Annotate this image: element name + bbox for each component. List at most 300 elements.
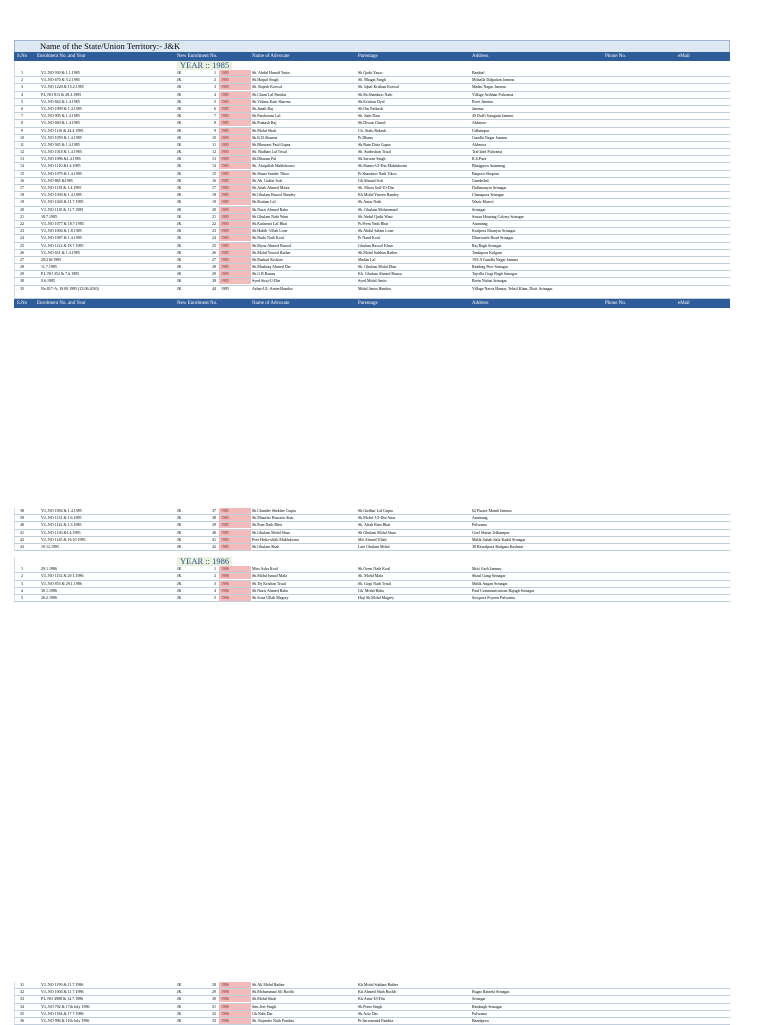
cell-new-no: 3: [214, 580, 216, 586]
table-row: [14, 99, 730, 106]
cell-new-no: 2: [214, 573, 216, 579]
cell-new-no: 24: [212, 235, 216, 241]
cell-address: Bhaigpora Anantnag: [472, 163, 505, 169]
cell-state: JK: [177, 256, 182, 262]
cell-year: 1986: [219, 996, 251, 1002]
cell-advocate: Sh.Sona Ullah Magrey: [252, 594, 289, 600]
cell-new-no: 5: [214, 594, 216, 600]
cell-enrolment: V.L.NO 1120 &1.4.1985: [41, 163, 81, 169]
cell-year: 1985: [219, 192, 251, 198]
cell-year: 1985: [219, 250, 251, 256]
cell-parentage: Ghulam Rasool Khan: [358, 242, 393, 248]
table-row: [14, 566, 730, 573]
cell-sno: 3: [21, 580, 23, 586]
cell-sno: 13: [20, 156, 24, 162]
cell-enrolment: V.L.NO 1004 & 11.7.1986: [41, 989, 84, 995]
cell-address: Malik Sahab Safa Kadal Srinagar: [472, 536, 526, 542]
cell-parentage: Sh.Sarwan Singh: [358, 156, 386, 162]
table-body-1985: [14, 70, 730, 286]
cell-new-no: 44: [212, 285, 216, 291]
cell-enrolment: P.L.NO 813 & 28.3.1985: [41, 91, 82, 97]
cell-state: JK: [177, 120, 182, 126]
cell-year: 1985: [219, 178, 251, 184]
cell-parentage: Sh.Girdhar Lal Gupta: [358, 508, 393, 513]
table-row: [14, 996, 730, 1003]
cell-parentage: Sh.Diwan Chand: [358, 120, 386, 126]
cell-enrolment: No.817-A, 19.09.1985 (25.06.2010): [41, 285, 99, 291]
cell-new-no: 41: [212, 536, 216, 542]
cell-state: JK: [177, 77, 182, 83]
cell-parentage: Mir Ahmed Ullah: [358, 536, 387, 542]
cell-year: 1985: [219, 515, 251, 521]
table-row: [14, 243, 730, 250]
table-row: [14, 214, 730, 221]
cell-advocate: Sh.Ghulam Nabi Wani: [252, 213, 289, 219]
cell-sno: 36: [20, 1017, 24, 1023]
cell-advocate: Sh.Mohd Shafi: [252, 127, 277, 133]
cell-sno: 35: [20, 1010, 24, 1016]
cell-advocate: Sh.Mohd Yousuf Rather: [252, 249, 291, 255]
cell-parentage: Sh.Abdul Qadir Wani: [358, 213, 393, 219]
cell-state: JK: [177, 91, 182, 97]
cell-state: JK: [177, 206, 182, 212]
cell-state: JK: [177, 156, 182, 162]
cell-address: Bugar Rainela Srinagar: [472, 989, 510, 995]
cell-address: Banihal: [472, 70, 485, 75]
page-1: [14, 40, 730, 308]
cell-address: 49 Duffi Saraguin Jammu: [472, 113, 514, 119]
cell-advocate: Sh.Mohd Shafi: [252, 996, 277, 1002]
cell-advocate: Sh.Bhawani Paul Gupta: [252, 141, 291, 147]
table-row: [14, 185, 730, 192]
year-heading-1985: [14, 61, 730, 70]
cell-state: JK: [177, 213, 182, 219]
cell-new-no: 42: [212, 543, 216, 549]
cell-address: Pulwama: [472, 1010, 487, 1016]
cell-state: JK: [177, 522, 182, 528]
table-row: [14, 207, 730, 214]
cell-address: Pulwama: [472, 522, 487, 528]
cell-new-no: 21: [212, 213, 216, 219]
cell-address: 62 Purani Mandi Jammu: [472, 508, 512, 513]
cell-sno: 1: [21, 566, 23, 572]
cell-parentage: Sh.Mohd -Ul-Din Attar: [358, 515, 396, 521]
table-row: [14, 989, 730, 996]
cell-address: Ganderbal: [472, 177, 489, 183]
cell-address: R.S.Pura: [472, 156, 487, 162]
cell-new-no: 15: [212, 170, 216, 176]
cell-state: JK: [177, 70, 182, 75]
cell-parentage: Late Ghulam Mohd: [358, 543, 390, 549]
cell-new-no: 39: [212, 522, 216, 528]
table-header-bottom: [14, 299, 730, 308]
cell-enrolment: V.L.NO 1004 & 1.8.1985: [41, 228, 82, 234]
cell-state: JK: [177, 199, 182, 205]
cell-sno: 5: [21, 98, 23, 104]
table-row: [14, 70, 730, 77]
cell-parentage: Gh Ahmad Sofi: [358, 177, 384, 183]
cell-year: 1986: [219, 588, 251, 594]
cell-state: JK: [177, 989, 182, 995]
cell-address: Chanapora Srinagar: [472, 192, 504, 198]
cell-enrolment: 20/216/1985: [41, 256, 62, 262]
cell-enrolment: V.L.NO 792 & 17th July 1986: [41, 1003, 90, 1009]
cell-enrolment: V.L.NO 1110 & 11.7.1985: [41, 206, 84, 212]
cell-address: Paul Communications Rajagh Srinagar: [472, 587, 535, 593]
col-sno: S.No: [17, 300, 28, 306]
table-row: [14, 92, 730, 99]
table-row: [14, 84, 730, 91]
cell-new-no: 27: [212, 256, 216, 262]
cell-advocate: Sh.Pran Nath Bhat: [252, 522, 282, 528]
cell-enrolment: 30.1.1986: [41, 587, 57, 593]
cell-enrolment: V.L.NO 1142 & 1.3.1985: [41, 522, 82, 528]
cell-year: 1985: [219, 544, 251, 550]
cell-address: Tankipora Kulgam: [472, 249, 503, 255]
cell-advocate: Sh.Janak Raj: [252, 105, 273, 111]
cell-new-no: 28: [212, 264, 216, 270]
cell-parentage: Sh. Mirza Saif-Ul-Din: [358, 185, 394, 190]
cell-advocate: Sh.Ghulam Rasool Bandey: [252, 192, 296, 198]
cell-parentage: Kh.Amir-Ul-Din: [358, 996, 385, 1002]
cell-sno: 22: [20, 220, 24, 226]
cell-new-no: 9: [214, 127, 216, 133]
cell-address: Wazir Khavri: [472, 199, 494, 205]
cell-sno: 25: [20, 242, 24, 248]
table-row: [14, 544, 730, 551]
cell-enrolment: V.L.NO 1184 & 17.7.1986: [41, 1010, 84, 1016]
cell-sno: 34: [20, 1003, 24, 1009]
cell-year: 1985: [219, 522, 251, 528]
cell-enrolment: V.L.NO 1026 & 11.7.1985: [41, 199, 84, 205]
cell-parentage: Sh.Ram Ditta Gupta: [358, 141, 391, 147]
cell-sno: 7: [21, 113, 23, 119]
table-body-page3: [14, 982, 730, 1025]
cell-sno: 32: [20, 989, 24, 995]
cell-parentage: Pt Nand Koul: [358, 235, 380, 241]
cell-sno: 31: [20, 982, 24, 987]
cell-year: 1985: [219, 278, 251, 284]
table-row: [14, 113, 730, 120]
cell-advocate: Sh.Muzafar Hussain Attar: [252, 515, 294, 521]
cell-parentage: Pt.Dhana: [358, 134, 373, 140]
cell-new-no: 38: [212, 515, 216, 521]
cell-parentage: Kh.Mohd Subhan Rather: [358, 982, 399, 987]
cell-advocate: Sh. Badhan Lal Trisal: [252, 149, 287, 155]
table-row: [14, 228, 730, 235]
cell-sno: 1: [21, 70, 23, 75]
table-row: [14, 508, 730, 515]
cell-advocate: Sh.Mohammad Ali Bachh: [252, 989, 294, 995]
cell-advocate: Sh.Ab. Gaffar Sofi: [252, 177, 283, 183]
cell-new-no: 7: [214, 113, 216, 119]
cell-advocate: Sh.Mushtaq Ahmed Dar: [252, 264, 291, 270]
cell-advocate: Sh.Roshan Lal: [252, 199, 276, 205]
col-advocate: Name of Advocate: [252, 54, 290, 59]
cell-enrolment: V.L.NO 670 & 5.2.1985: [41, 77, 80, 83]
cell-state: JK: [177, 98, 182, 104]
cell-advocate: Gh.Nabi Dar: [252, 1010, 273, 1016]
cell-advocate: Sh.Tej Krishan Trisal: [252, 580, 287, 586]
cell-state: JK: [177, 536, 182, 542]
cell-address: Raj Bagh Srinagar: [472, 242, 502, 248]
cell-state: JK: [177, 185, 182, 190]
cell-new-no: 40: [212, 529, 216, 535]
cell-address: 193-A Gandhi Nagar Jammu: [472, 256, 519, 262]
table-row: [14, 1004, 730, 1011]
cell-year: 1986: [219, 1011, 251, 1017]
cell-enrolment: V.L.NO 669 & 1.4.1985: [41, 120, 80, 126]
table-row: [14, 573, 730, 580]
cell-address: Akhnoor: [472, 141, 487, 147]
cell-enrolment: V.L.NO 930 & 1.1.1985: [41, 70, 80, 75]
cell-parentage: Sh Qadir Yatoo: [358, 70, 383, 75]
cell-advocate: Sh. Abdul Hamid Yatoo: [252, 70, 291, 75]
table-row: [14, 135, 730, 142]
cell-sno: 26: [20, 249, 24, 255]
table-row: [14, 588, 730, 595]
cell-sno: 2: [21, 573, 23, 579]
cell-parentage: Sh.Sh.Shamboo Nath: [358, 91, 393, 97]
col-address: Address: [472, 300, 489, 306]
cell-enrolment: V.L.NO 996 & 11th July 1986: [41, 1017, 90, 1023]
cell-address: Rambagh Srinagar: [472, 1003, 502, 1009]
table-row: [14, 530, 730, 537]
cell-address: Rainbag Peer Srinagar: [472, 264, 508, 270]
cell-advocate: Sh.Mohd Ismail Mala: [252, 573, 287, 579]
cell-year: 1985: [219, 135, 251, 141]
col-email: eMail: [678, 300, 690, 306]
cell-new-no: 29: [212, 989, 216, 995]
cell-year: 1985: [219, 185, 251, 191]
cell-address: Village Narva Hamar, Tehsil Khan, Distt. Srinagar: [472, 285, 553, 291]
cell-parentage: Sh. Iqbal Krishan Kotwal: [358, 84, 399, 90]
cell-advocate: Sh.Ghulam Mohd Shan: [252, 529, 290, 535]
cell-year: 1985: [219, 128, 251, 134]
table-row: [14, 77, 730, 84]
cell-advocate: Azhar-UL-Amin-Handoo: [252, 285, 293, 291]
cell-address: Srinagar: [472, 996, 486, 1002]
cell-new-no: 13: [212, 156, 216, 162]
cell-year: 1985: [219, 92, 251, 98]
cell-parentage: Sh.Om Parkash: [358, 105, 383, 111]
table-row: [14, 595, 730, 602]
table-row: [14, 142, 730, 149]
cell-parentage: Sh.Amar Nath: [358, 199, 382, 205]
cell-address: Village Arihhan Pulwama: [472, 91, 514, 97]
cell-state: JK: [177, 1017, 182, 1023]
col-sno: S.No: [17, 54, 28, 59]
cell-parentage: Kh Mohd Yaseen Bandey: [358, 192, 399, 198]
cell-state: JK: [177, 177, 182, 183]
cell-sno: 11: [20, 141, 24, 147]
cell-parentage: Sh. Aftab Ram Bhat: [358, 522, 391, 528]
cell-new-no: 1: [214, 566, 216, 572]
cell-parentage: Sh. Sudershan Trisal: [358, 149, 392, 155]
cell-advocate: Sh.Harpal Singh: [252, 77, 279, 83]
cell-advocate: Sh.Chander Shekher Gupta: [252, 508, 296, 513]
cell-parentage: Kh. Ghulam Ahmed Runzu: [358, 271, 402, 277]
cell-address: Udhampur: [472, 127, 490, 133]
cell-new-no: 6: [214, 105, 216, 111]
cell-address: Kralpora Khanyar Srinagar: [472, 228, 516, 234]
cell-enrolment: V.L.NO 1220 & 15.2.1985: [41, 84, 84, 90]
cell-state: JK: [177, 170, 182, 176]
cell-advocate: Sh. Afaqullah Makhdoomi: [252, 163, 295, 169]
cell-address: Brein Nishat Srinagar: [472, 278, 507, 284]
cell-sno: 6: [21, 105, 23, 111]
cell-parentage: Sh. Bhagat Singh: [358, 77, 386, 83]
cell-advocate: Sh.Chuni Lal Pandita: [252, 91, 287, 97]
cell-sno: 23: [20, 228, 24, 234]
cell-parentage: Madan Lal: [358, 256, 376, 262]
cell-sno: 21: [20, 213, 24, 219]
table-row: [14, 128, 730, 135]
cell-new-no: 12: [212, 149, 216, 155]
cell-state: JK: [177, 105, 182, 111]
table-row: [14, 271, 730, 278]
cell-sno: 2: [21, 77, 23, 83]
cell-advocate: Sh.Badri Nath Koul: [252, 235, 284, 241]
cell-sno: 30: [20, 278, 24, 284]
cell-parentage: Pt.Sarwanand Pandita: [358, 1017, 394, 1023]
cell-sno: 29: [20, 271, 24, 277]
cell-sno: 39: [20, 515, 24, 521]
col-email: eMail: [678, 54, 690, 59]
cell-new-no: 2: [214, 77, 216, 83]
cell-new-no: 4: [214, 91, 216, 97]
cell-state: JK: [177, 113, 182, 119]
cell-advocate: Sh.Aftab Ahmed Mirza: [252, 185, 290, 190]
cell-year: 1985: [219, 257, 251, 263]
cell-state: JK: [177, 1003, 182, 1009]
cell-sno: 19: [20, 199, 24, 205]
table-row: [14, 1011, 730, 1018]
cell-sno: 38: [20, 508, 24, 513]
cell-address: Madni Nagar Jammu: [472, 84, 506, 90]
cell-new-no: 29: [212, 271, 216, 277]
cell-year: 1985: [219, 163, 251, 169]
cell-advocate: Sh.Habib -Ullah Lone: [252, 228, 288, 234]
table-row: [14, 581, 730, 588]
cell-sno: 27: [20, 256, 24, 262]
cell-address: Tral khel Pulwama: [472, 149, 503, 155]
cell-new-no: 17: [212, 185, 216, 190]
table-row: [14, 199, 730, 206]
cell-new-no: 33: [212, 1017, 216, 1023]
cell-sno: 20: [20, 206, 24, 212]
cell-new-no: 11: [212, 141, 216, 147]
cell-address: Dhaewarth Road Srinagar: [472, 235, 514, 241]
cell-address: Bandipora: [472, 1017, 489, 1023]
cell-enrolment: V.L.NO 1122 & 18.7.1985: [41, 242, 84, 248]
cell-address: Tajvilla Gogi Bagh Srinagar: [472, 271, 518, 277]
cell-parentage: Sh.Mohd Subhan Rather: [358, 249, 398, 255]
table-row: [14, 178, 730, 185]
cell-sno: 40: [20, 522, 24, 528]
cell-sno: 42: [20, 536, 24, 542]
cell-parentage: Haji Sh.Mohd Magrey: [358, 594, 395, 600]
cell-year: 1985: [219, 271, 251, 277]
cell-address: Dalhasanyar Srinagar: [472, 185, 507, 190]
page-3: [14, 982, 730, 1025]
cell-parentage: Sh. Sain Dass: [358, 113, 381, 119]
cell-year: 1985: [219, 235, 251, 241]
cell-new-no: 8: [214, 120, 216, 126]
cell-state: JK: [177, 580, 182, 586]
cell-new-no: 23: [212, 228, 216, 234]
cell-enrolment: V.L.NO 844 & 1.4.1985: [41, 98, 80, 104]
cell-sno: 16: [20, 177, 24, 183]
cell-enrolment: V.L.NO 1092 & 1.4.1985: [41, 508, 82, 513]
cell-address: Sonau Housing Colony Srinagar: [472, 213, 524, 219]
cell-state: JK: [177, 285, 182, 291]
cell-parentage: Sh.Aziz Dar: [358, 1010, 378, 1016]
cell-advocate: Sh.G.R.Runzu: [252, 271, 276, 277]
cell-state: JK: [177, 1010, 182, 1016]
cell-enrolment: 19.12.1985: [41, 543, 59, 549]
cell-enrolment: 11.7.1985: [41, 264, 57, 270]
cell-parentage: Sh.Prem Singh: [358, 1003, 383, 1009]
cell-sno: 17: [20, 185, 24, 190]
cell-address: Gandhi Nagar Jammu: [472, 134, 508, 140]
cell-parentage: Pt.Prem Nath Bhat: [358, 220, 389, 226]
cell-year: 1986: [219, 595, 251, 601]
cell-state: JK: [177, 149, 182, 155]
cell-advocate: Sh.K.D.Sharma: [252, 134, 278, 140]
cell-year: 1985: [219, 508, 251, 514]
table-row: [14, 278, 730, 285]
cell-year: 1985: [219, 99, 251, 105]
table-row: [14, 163, 730, 170]
cell-advocate: Peer Hafiz-ullah Makhdoomi: [252, 536, 299, 542]
table-row: [14, 156, 730, 163]
cell-parentage: Sh. Mohd Mala: [358, 573, 383, 579]
cell-state: JK: [177, 235, 182, 241]
cell-advocate: Sh.Shum Sunder Tikoo: [252, 170, 290, 176]
col-advocate: Name of Advocate: [252, 300, 290, 306]
cell-sno: 43: [20, 543, 24, 549]
col-phone: Phone No.: [605, 300, 627, 306]
year-label: YEAR :: 1985: [177, 61, 232, 70]
cell-new-no: 18: [212, 192, 216, 198]
cell-year: 1986: [219, 982, 251, 988]
cell-enrolment: V.L.NO 853 & 29.1.1986: [41, 580, 82, 586]
state-title: Name of the State/Union Territory:- J&K: [14, 40, 730, 52]
cell-year: 1985: [219, 221, 251, 227]
cell-new-no: 10: [212, 134, 216, 140]
cell-new-no: 28: [212, 982, 216, 987]
cell-enrolment: V.L.NO 1145 & 16.10.1985: [41, 536, 86, 542]
cell-year: 1986: [219, 581, 251, 587]
cell-sno: 18: [20, 192, 24, 198]
col-address: Address: [472, 54, 489, 59]
cell-advocate: Sh. Rajesh Kotwal: [252, 84, 282, 90]
cell-year: 1985: [219, 207, 251, 213]
cell-enrolment: 29.1.1986: [41, 566, 57, 572]
cell-advocate: Syed Siraj-U-Din: [252, 278, 281, 284]
table-row: [14, 515, 730, 522]
cell-address: Akhnoor: [472, 120, 487, 126]
cell-enrolment: V.L.NO 945 & 1.4.1985: [41, 141, 80, 147]
cell-sno: 24: [20, 235, 24, 241]
cell-state: JK: [177, 515, 182, 521]
cell-year: 1985: [219, 530, 251, 536]
cell-enrolment: V.L.NO 651 & 1.4.1985: [41, 249, 80, 255]
cell-new-no: 32: [212, 1010, 216, 1016]
cell-year: 1985: [219, 264, 251, 270]
table-row: [14, 286, 730, 299]
